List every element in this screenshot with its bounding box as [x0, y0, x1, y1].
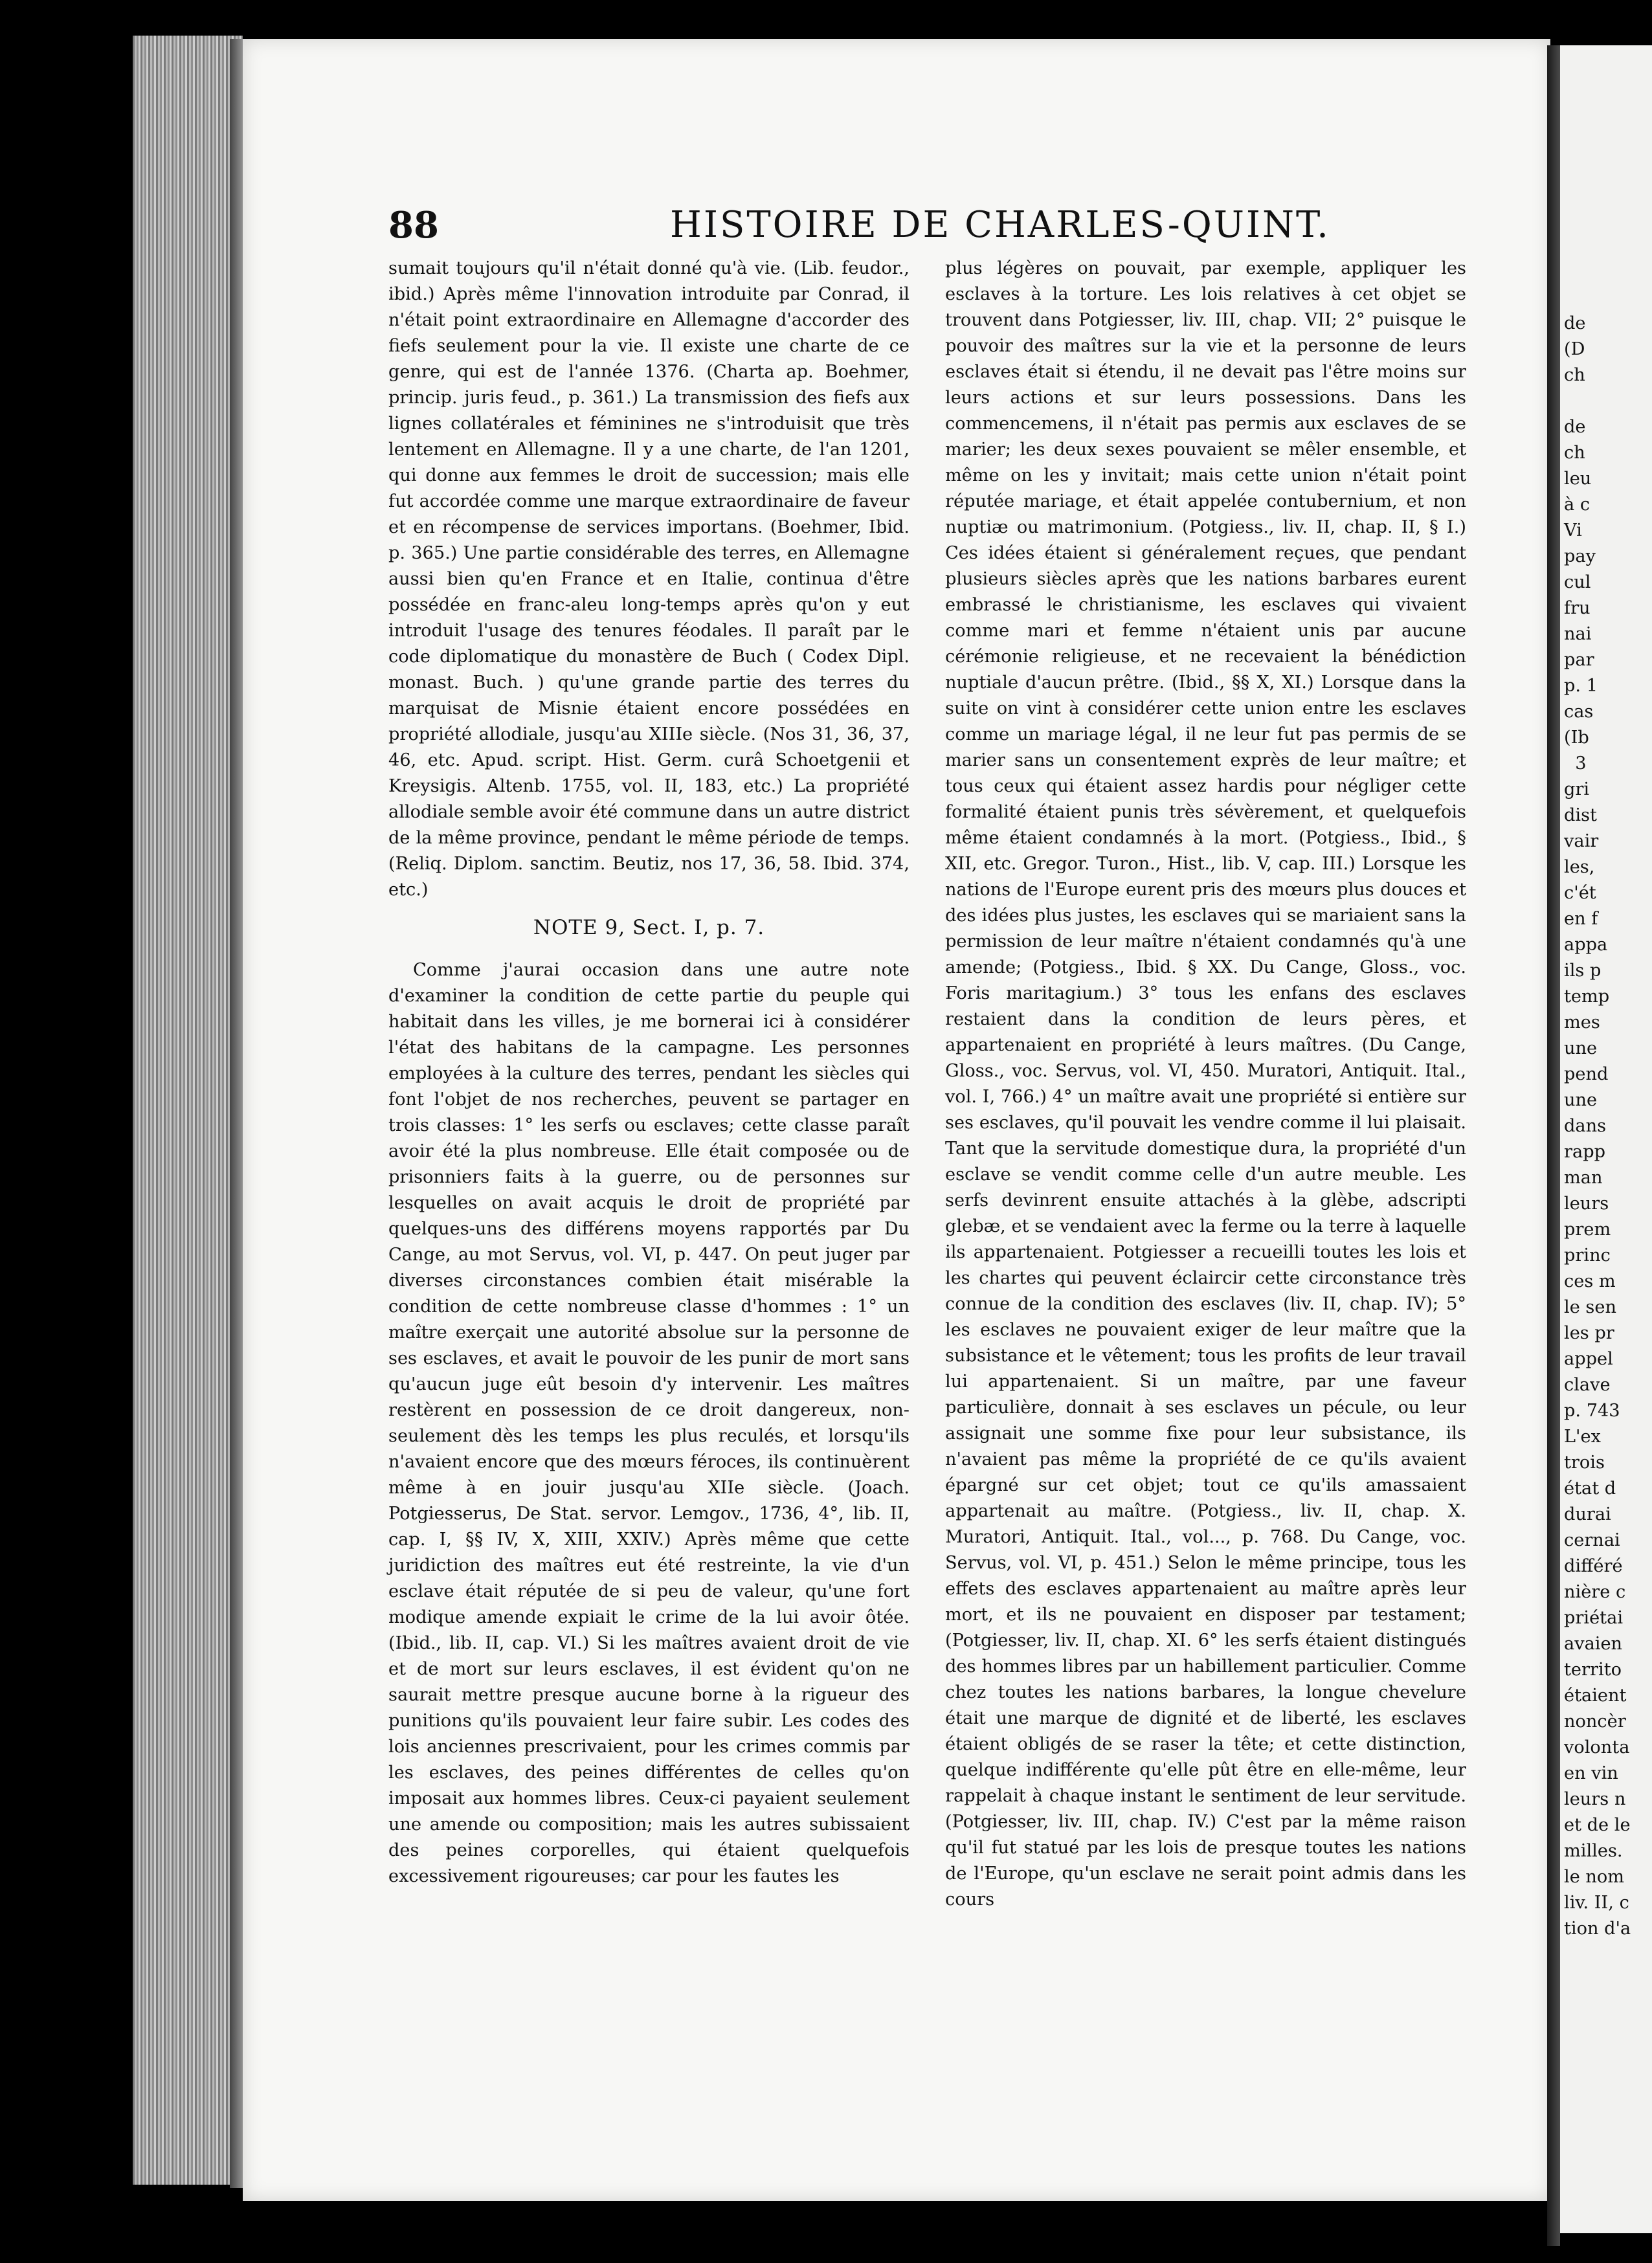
left-paragraph-2: Comme j'aurai occasion dans une autre note d'examiner la condition de cette partie du peuple qui habitait dans les villes, je me bornerai ici à considérer l'état des habitans de la campagne. Les personnes employées à la culture des terres, pendant les siècles qui font l'objet de nos recherches, peuvent se partager en trois classes: 1° les serfs ou esclaves; cette classe paraît avoir été la plus nombreuse. Elle était composée ou de prisonniers faits à la guerre, ou de personnes sur lesquelles on avait acquis le droit de propriété par quelques-uns des différens moyens rapportés par Du Cange, au mot Servus, vol. VI, p. 447. On peut juger par diverses circonstances combien était misérable la condition de cette nombreuse classe d'hommes : 1° un maître exerçait une autorité absolue sur la personne de ses esclaves, et avait le pouvoir de les punir de mort sans qu'aucun juge eût besoin d'y intervenir. Les maîtres restèrent en possession de ce droit dangereux, non-seulement dès les temps les plus reculés, et lorsqu'ils n'avaient encore que des mœurs féroces, ils continuèrent même à en jouir jusqu'au XIIe siècle. (Joach. Potgiesserus, De Stat. servor. Lemgov., 1736, 4°, lib. II, cap. I, §§ IV, X, XIII, XXIV.) Après même que cette juridiction des maîtres eut été restreinte, la vie d'un esclave était réputée de si peu de valeur, qu'une fort modique amende expiait le crime de la lui avoir ôtée. (Ibid., lib. II, cap. VI.) Si les maîtres avaient droit de vie et de mort sur leurs esclaves, il est évident qu'on ne saurait mettre presque aucune borne à la rigueur des punitions qu'ils pouvaient leur faire subir. Les codes des lois anciennes prescrivaient, pour les crimes commis par les esclaves, des peines différentes de celles qu'on imposait aux hommes libres. Ceux-ci payaient seulement une amende ou composition; mais les autres subissaient des peines corporelles, qui étaient quelquefois excessivement rigoureuses; car pour les fautes les — [388, 960, 910, 1886]
running-title: HISTOIRE DE CHARLES-QUINT. — [670, 204, 1330, 246]
page-shadow — [230, 39, 244, 2188]
book-gutter — [1547, 45, 1560, 2246]
left-paragraph-1: sumait toujours qu'il n'était donné qu'à vie. (Lib. feudor., ibid.) Après même l'innovation introduite par Conrad, il n'était point extraordinaire en Allemagne d'accorder des fiefs seulement pour la vie. Il existe une charte de ce genre, qui est de l'année 1376. (Charta ap. Boehmer, princip. juris feud., p. 361.) La transmission des fiefs aux lignes collatérales et féminines ne s'introduisit que très lentement en Allemagne. Il y a une charte, de l'an 1201, qui donne aux femmes le droit de succession; mais elle fut accordée comme une marque extraordinaire de faveur et en récompense de services importans. (Boehmer, Ibid. p. 365.) Une partie considérable des terres, en Allemagne aussi bien qu'en France et en Italie, continua d'être possédée en franc-aleu long-temps après qu'on y eut introduit l'usage des tenures féodales. Il paraît par le code diplomatique du monastère de Buch ( Codex Dipl. monast. Buch. ) qu'une grande partie des terres du marquisat de Misnie étaient encore possédées en propriété allodiale, jusqu'au XIIIe siècle. (Nos 31, 36, 37, 46, etc. Apud. script. Hist. Germ. curâ Schoetgenii et Kreysigis. Altenb. 1755, vol. II, 183, etc.) La propriété allodiale semble avoir été commune dans un autre district de la même province, pendant le même période de temps. (Reliq. Diplom. sanctim. Beutiz, nos 17, 36, 58. Ibid. 374, etc.) — [388, 258, 910, 900]
facing-page — [1560, 45, 1652, 2233]
left-column — [388, 256, 910, 1890]
facing-page-text: de (D ch de ch leu à c Vi pay cul fru nai par p. 1 cas (Ib 3 gri dist vair les, c'ét en f appa ils p temp mes une pend une dans rapp man leurs prem princ ces m le sen les pr appel clave p. 743 L'ex trois état d durai cernai différé nière c priétai avaien territo étaient noncèr volonta en vin leurs n et de le milles. le nom liv. II, c tion d'a — [1564, 313, 1631, 1939]
note-heading: NOTE 9, Sect. I, p. 7. — [533, 916, 765, 939]
right-column — [945, 256, 1466, 1913]
page-header — [388, 204, 1541, 262]
page-number: 88 — [388, 204, 439, 247]
right-paragraph-1: plus légères on pouvait, par exemple, appliquer les esclaves à la torture. Les lois relatives à cet objet se trouvent dans Potgiesser, liv. III, chap. VII; 2° puisque le pouvoir des maîtres sur la vie et la personne de leurs esclaves était si étendu, il ne devait pas l'être moins sur leurs actions et sur leurs possessions. Dans les commencemens, il n'était pas permis aux esclaves de se marier; les deux sexes pouvaient se mêler ensemble, et même on les y invitait; mais cette union n'était point réputée mariage, et était appelée contubernium, et non nuptiæ ou matrimonium. (Potgiess., liv. II, chap. II, § I.) Ces idées étaient si généralement reçues, que pendant plusieurs siècles après que les nations barbares eurent embrassé le christianisme, les esclaves qui vivaient comme mari et femme n'étaient unis par aucune cérémonie religieuse, et ne recevaient la bénédiction nuptiale d'aucun prêtre. (Ibid., §§ X, XI.) Lorsque dans la suite on vint à considérer cette union entre les esclaves comme un mariage légal, il ne leur fut pas permis de se marier sans un consentement exprès de leur maître; et tous ceux qui étaient assez hardis pour négliger cette formalité étaient punis très sévèrement, et quelquefois même étaient condamnés à la mort. (Potgiess., Ibid., § XII, etc. Gregor. Turon., Hist., lib. V, cap. III.) Lorsque les nations de l'Europe eurent pris des mœurs plus douces et des idées plus justes, les esclaves qui se mariaient sans la permission de leur maître n'étaient condamnés qu'à une amende; (Potgiess., Ibid. § XX. Du Cange, Gloss., voc. Foris maritagium.) 3° tous les enfans des esclaves restaient dans la condition de leurs pères, et appartenaient en propriété à leurs maîtres. (Du Cange, Gloss., voc. Servus, vol. VI, 450. Muratori, Antiquit. Ital., vol. I, 766.) 4° un maître avait une propriété si entière sur ses esclaves, qu'il pouvait les vendre comme il lui plaisait. Tant que la servitude domestique dura, la propriété d'un esclave se vendit comme celle d'un autre meuble. Les serfs devinrent ensuite attachés à la glèbe, adscripti glebæ, et se vendaient avec la ferme ou la terre à laquelle ils appartenaient. Potgiesser a recueilli toutes les lois et les chartes qui peuvent éclaircir cette circonstance très connue de la condition des esclaves (liv. II, chap. IV); 5° les esclaves ne pouvaient exiger de leur maître que la subsistance et le vêtement; tous les profits de leur travail lui appartenaient. Si un maître, par une faveur particulière, donnait à ses esclaves un pécule, ou leur assignait une somme fixe pour leur subsistance, ils n'avaient pas même la propriété de ce qu'ils avaient épargné sur cet objet; tout ce qu'ils amassaient appartenait au maître. (Potgiess., liv. II, chap. X. Muratori, Antiquit. Ital., vol..., p. 768. Du Cange, voc. Servus, vol. VI, p. 451.) Selon le même principe, tous les effets des esclaves appartenaient au maître après leur mort, et ils ne pouvaient en disposer par testament; (Potgiesser, liv. II, chap. XI. 6° les serfs étaient distingués des hommes libres par un habillement particulier. Comme chez toutes les nations barbares, la longue chevelure était une marque de dignité et de liberté, les esclaves étaient obligés de se raser la tête; et cette distinction, quelque indifférente qu'elle pût être en elle-même, leur rappelait à chaque instant le sentiment de leur servitude. (Potgiesser, liv. III, chap. IV.) C'est par la même raison qu'il fut statué par les lois de presque toutes les nations de l'Europe, qu'un esclave ne serait point admis dans les cours — [945, 258, 1466, 1910]
page-edges — [133, 36, 243, 2185]
